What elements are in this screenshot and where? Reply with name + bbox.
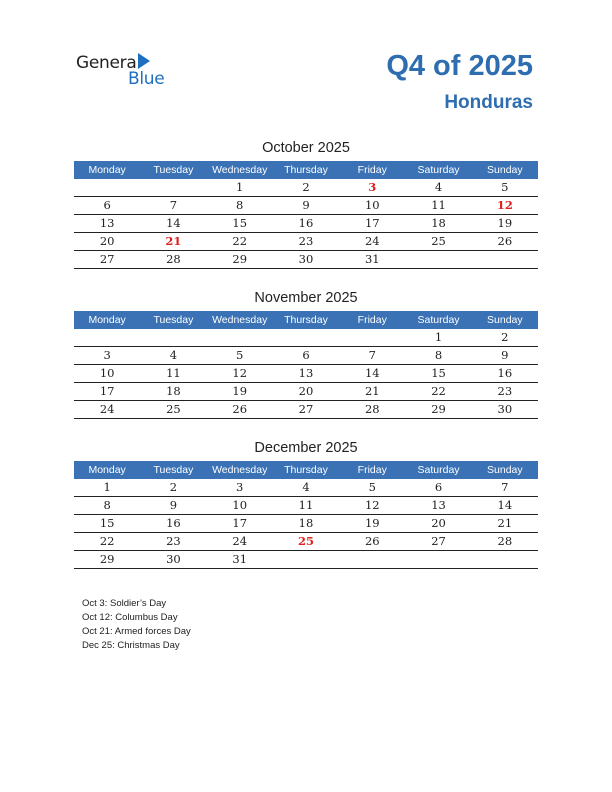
day-cell: 7 bbox=[169, 198, 178, 212]
day-cell: 5 bbox=[368, 480, 376, 494]
day-cell: 6 bbox=[434, 480, 443, 494]
weekday-label: Thursday bbox=[284, 164, 328, 176]
day-cell: 2 bbox=[169, 480, 178, 494]
day-cell: 28 bbox=[166, 252, 181, 266]
weekday-label: Tuesday bbox=[153, 164, 194, 176]
day-cell: 15 bbox=[431, 366, 446, 380]
day-cell: 6 bbox=[103, 198, 111, 212]
day-cell: 19 bbox=[232, 384, 248, 398]
day-cell: 9 bbox=[501, 348, 509, 362]
day-cell: 22 bbox=[99, 534, 115, 548]
weekday-label: Monday bbox=[88, 164, 126, 176]
day-cell bbox=[140, 329, 206, 346]
holiday-note: Oct 21: Armed forces Day bbox=[82, 626, 191, 637]
day-cell: 3 bbox=[236, 480, 244, 494]
weekday-label: Sunday bbox=[487, 314, 523, 326]
day-cell: 3 bbox=[103, 348, 111, 362]
day-cell: 29 bbox=[99, 552, 115, 566]
holiday-day-cell: 21 bbox=[165, 234, 182, 248]
day-cell bbox=[339, 551, 405, 568]
day-cell: 11 bbox=[166, 366, 181, 380]
weekday-label: Monday bbox=[88, 314, 126, 326]
holiday-note: Oct 12: Columbus Day bbox=[82, 612, 178, 623]
day-cell bbox=[405, 551, 471, 568]
day-cell: 2 bbox=[302, 180, 310, 194]
weekday-label: Sunday bbox=[487, 464, 523, 476]
brand-logo bbox=[76, 50, 176, 90]
day-cell: 19 bbox=[364, 516, 380, 530]
day-cell: 17 bbox=[364, 216, 380, 230]
week-row bbox=[74, 479, 538, 497]
day-cell: 26 bbox=[364, 534, 380, 548]
day-cell: 26 bbox=[232, 402, 248, 416]
day-cell bbox=[74, 329, 140, 346]
day-cell: 30 bbox=[298, 252, 314, 266]
week-row bbox=[74, 383, 538, 401]
day-cell: 11 bbox=[431, 198, 446, 212]
day-cell: 11 bbox=[298, 498, 314, 512]
holiday-day-cell: 25 bbox=[297, 534, 314, 548]
day-cell: 12 bbox=[232, 366, 248, 380]
day-cell: 23 bbox=[166, 534, 181, 548]
day-cell: 16 bbox=[298, 216, 314, 230]
day-cell: 21 bbox=[364, 384, 380, 398]
day-cell: 4 bbox=[169, 348, 178, 362]
day-cell: 25 bbox=[166, 402, 181, 416]
day-cell: 1 bbox=[103, 480, 111, 494]
day-cell: 31 bbox=[232, 552, 248, 566]
weekday-label: Thursday bbox=[284, 314, 328, 326]
month-title: November 2025 bbox=[254, 290, 358, 306]
day-cell: 14 bbox=[364, 366, 380, 380]
day-cell bbox=[74, 179, 140, 196]
week-row bbox=[74, 215, 538, 233]
holiday-note: Oct 3: Soldier’s Day bbox=[82, 598, 167, 609]
day-cell: 21 bbox=[497, 516, 513, 530]
weekday-label: Friday bbox=[357, 314, 387, 326]
day-cell: 10 bbox=[99, 366, 115, 380]
day-cell: 18 bbox=[166, 384, 181, 398]
day-cell: 16 bbox=[497, 366, 513, 380]
day-cell: 27 bbox=[298, 402, 314, 416]
day-cell: 18 bbox=[431, 216, 446, 230]
day-cell: 14 bbox=[497, 498, 513, 512]
week-row bbox=[74, 347, 538, 365]
month-calendar-october bbox=[74, 139, 538, 269]
day-cell: 1 bbox=[236, 180, 244, 194]
weekday-label: Tuesday bbox=[153, 314, 194, 326]
week-row bbox=[74, 497, 538, 515]
holiday-day-cell: 12 bbox=[496, 198, 513, 212]
week-row bbox=[74, 329, 538, 347]
weekday-label: Saturday bbox=[417, 464, 460, 476]
day-cell: 29 bbox=[431, 402, 446, 416]
week-row bbox=[74, 515, 538, 533]
day-cell: 16 bbox=[166, 516, 181, 530]
day-cell: 5 bbox=[236, 348, 244, 362]
week-row bbox=[74, 233, 538, 251]
day-cell bbox=[405, 251, 471, 268]
day-cell: 14 bbox=[166, 216, 181, 230]
day-cell: 15 bbox=[99, 516, 115, 530]
day-cell: 25 bbox=[431, 234, 446, 248]
week-row bbox=[74, 179, 538, 197]
day-cell: 10 bbox=[232, 498, 248, 512]
day-cell: 12 bbox=[364, 498, 380, 512]
weekday-label: Saturday bbox=[417, 314, 460, 326]
day-cell: 4 bbox=[302, 480, 310, 494]
day-cell: 30 bbox=[166, 552, 181, 566]
day-cell: 31 bbox=[364, 252, 380, 266]
day-cell bbox=[273, 329, 339, 346]
day-cell: 2 bbox=[501, 330, 509, 344]
day-cell: 27 bbox=[99, 252, 115, 266]
day-cell: 8 bbox=[434, 348, 443, 362]
month-title: December 2025 bbox=[254, 440, 358, 456]
day-cell: 7 bbox=[368, 348, 376, 362]
month-calendar-december bbox=[74, 439, 538, 569]
week-row bbox=[74, 251, 538, 269]
day-cell: 15 bbox=[232, 216, 248, 230]
day-cell: 24 bbox=[232, 534, 248, 548]
day-cell: 30 bbox=[497, 402, 513, 416]
day-cell bbox=[207, 329, 273, 346]
holiday-note: Dec 25: Christmas Day bbox=[82, 640, 180, 651]
day-cell: 23 bbox=[298, 234, 314, 248]
holiday-day-cell: 3 bbox=[368, 180, 377, 194]
day-cell: 20 bbox=[99, 234, 115, 248]
day-cell: 8 bbox=[236, 198, 244, 212]
day-cell: 29 bbox=[232, 252, 248, 266]
logo-blue-text: Blue bbox=[128, 69, 165, 89]
week-row bbox=[74, 533, 538, 551]
logo-general-text: General bbox=[76, 53, 141, 73]
day-cell: 4 bbox=[434, 180, 443, 194]
week-row bbox=[74, 401, 538, 419]
weekday-label: Friday bbox=[357, 164, 387, 176]
month-calendar-november bbox=[74, 289, 538, 419]
day-cell bbox=[472, 251, 538, 268]
weekday-header bbox=[74, 461, 538, 479]
day-cell: 27 bbox=[431, 534, 446, 548]
country-name: Honduras bbox=[444, 92, 533, 113]
weekday-label: Wednesday bbox=[212, 314, 268, 326]
day-cell: 9 bbox=[169, 498, 178, 512]
day-cell: 6 bbox=[302, 348, 310, 362]
day-cell: 28 bbox=[364, 402, 380, 416]
weekday-label: Tuesday bbox=[153, 464, 194, 476]
week-row bbox=[74, 365, 538, 383]
day-cell: 1 bbox=[434, 330, 443, 344]
day-cell: 19 bbox=[497, 216, 513, 230]
weekday-label: Thursday bbox=[284, 464, 328, 476]
day-cell: 5 bbox=[501, 180, 509, 194]
day-cell: 23 bbox=[497, 384, 513, 398]
day-cell: 22 bbox=[232, 234, 248, 248]
weekday-header bbox=[74, 311, 538, 329]
weekday-label: Saturday bbox=[417, 164, 460, 176]
day-cell: 24 bbox=[364, 234, 380, 248]
day-cell: 8 bbox=[103, 498, 111, 512]
day-cell: 28 bbox=[497, 534, 513, 548]
logo-triangle-icon bbox=[138, 53, 150, 69]
day-cell: 20 bbox=[298, 384, 314, 398]
weekday-header bbox=[74, 161, 538, 179]
day-cell bbox=[472, 551, 538, 568]
day-cell: 17 bbox=[232, 516, 248, 530]
day-cell: 22 bbox=[431, 384, 446, 398]
day-cell: 20 bbox=[431, 516, 446, 530]
week-row bbox=[74, 197, 538, 215]
day-cell: 26 bbox=[497, 234, 513, 248]
day-cell: 24 bbox=[99, 402, 115, 416]
holiday-notes bbox=[82, 597, 191, 653]
weekday-label: Wednesday bbox=[212, 164, 268, 176]
weekday-label: Monday bbox=[88, 464, 126, 476]
day-cell: 13 bbox=[431, 498, 446, 512]
month-title: October 2025 bbox=[262, 140, 350, 156]
day-cell: 18 bbox=[298, 516, 314, 530]
weekday-label: Sunday bbox=[487, 164, 523, 176]
day-cell bbox=[339, 329, 405, 346]
page-title: Q4 of 2025 bbox=[386, 50, 533, 82]
day-cell: 13 bbox=[298, 366, 314, 380]
day-cell: 13 bbox=[99, 216, 115, 230]
day-cell: 17 bbox=[99, 384, 115, 398]
weekday-label: Wednesday bbox=[212, 464, 268, 476]
day-cell: 7 bbox=[501, 480, 509, 494]
day-cell bbox=[273, 551, 339, 568]
day-cell: 10 bbox=[364, 198, 380, 212]
day-cell: 9 bbox=[302, 198, 310, 212]
week-row bbox=[74, 551, 538, 569]
weekday-label: Friday bbox=[357, 464, 387, 476]
day-cell bbox=[140, 179, 206, 196]
